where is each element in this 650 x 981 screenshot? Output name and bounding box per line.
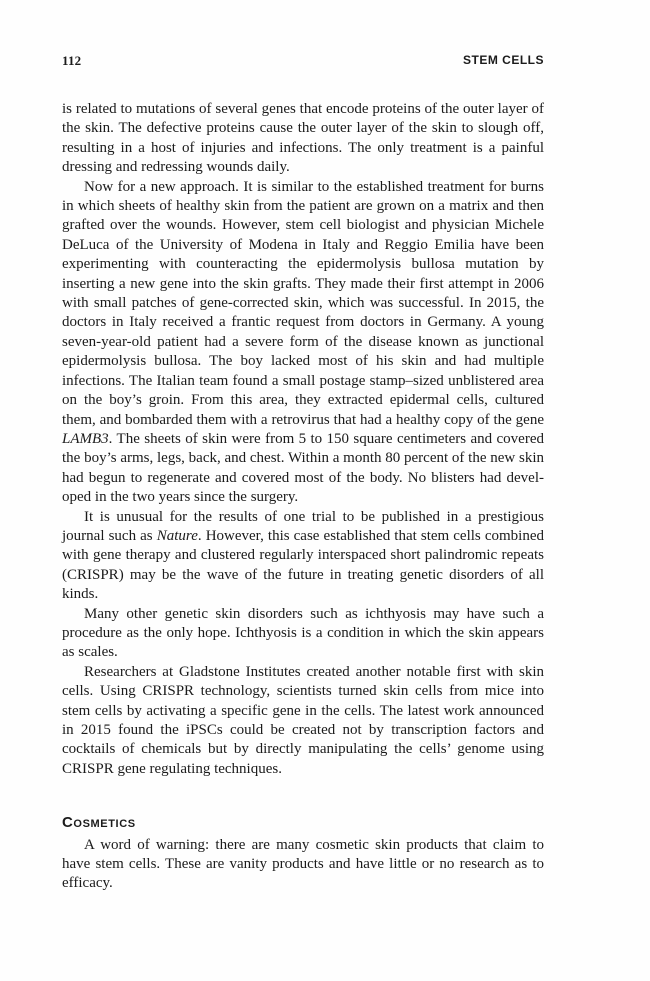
paragraph [62,178,544,508]
paragraph-text: . The sheets of skin were from 5 to 150 square centimeters and covered the boy’s arms, legs, back, and chest. Within a month 80 percent of the new skin had begun to regenerate and covered most of the body. No blisters had developed in the two years since the surgery. [62,430,544,506]
gene-name: LAMB3 [62,430,109,447]
paragraph-text: . However, this case established that stem cells combined with gene therapy and clustered regularly interspaced short palindromic repeats (CRISPR) may be the wave of the future in treating genetic disorders of all kinds. [62,527,544,603]
paragraph-text: It is unusual for the results of one trial to be published in a prestigious journal such as [62,508,544,544]
paragraph-text: Researchers at Gladstone Institutes created another notable first with skin cells. Using CRISPR technology, scientists turned skin cells from mice into stem cells by activating a specific gene in the cells. The latest work announced in 2015 found the iPSCs could be created not by transcription factors and cocktails of chemicals but by directly manipulating the cells’ genome using CRISPR gene regulating techniques. [62,663,544,777]
section-heading: Cosmetics [62,814,136,832]
paragraph-text: A word of warning: there are many cosmetic skin products that claim to have stem cells. These are vanity products and have little or no research as to efficacy. [62,836,544,892]
page-number: 112 [62,53,82,68]
paragraph [62,836,544,894]
paragraph-text: Now for a new approach. It is similar to the established treatment for burns in which sheets of healthy skin from the patient are grown on a matrix and then grafted over the wounds. However, stem cell biologist and physician Michele DeLuca of the University of Modena in Italy and Reggio Emilia have been experimenting with counteracting the epidermolysis bullosa mutation by inserting a new gene into the skin grafts. They made their first attempt in 2006 with small patches of gene-corrected skin, which was successful. In 2015, the doctors in Italy received a frantic request from doctors in Germany. A young seven-year-old patient had a severe form of the disease known as junctional epidermolysis bullosa. The boy lacked most of his skin and had multiple infections. The Italian team found a small postage stamp–sized unblistered area on the boy’s groin. From this area, they extracted epidermal cells, cultured them, and bombarded them with a retrovirus that had a healthy copy of the gene [62,178,544,428]
paragraph-text: is related to mutations of several genes that encode proteins of the outer layer of the skin. The defective proteins cause the outer layer of the skin to slough off, resulting in a host of injuries and infections. The only treatment is a painful dressing and redressing wounds daily. [62,101,544,176]
paragraph [62,605,544,663]
journal-name: Nature [156,527,198,544]
running-head [62,53,544,71]
body-text [62,100,544,894]
paragraph [62,100,544,178]
chapter-title: STEM CELLS [462,53,544,67]
paragraph-text: Many other genetic skin disorders such as ichthyosis may have such a procedure as the only hope. Ichthyosis is a condition in which the skin appears as scales. [62,605,544,661]
paragraph [62,508,544,605]
paragraph [62,663,544,779]
